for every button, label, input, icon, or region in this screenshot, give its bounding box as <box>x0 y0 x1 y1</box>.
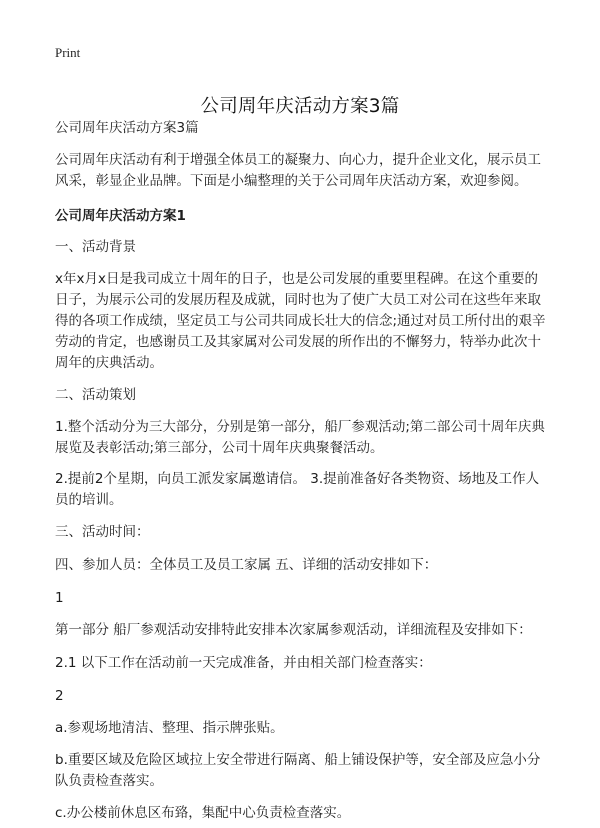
document-subtitle: 公司周年庆活动方案3篇 <box>55 120 199 136</box>
part1-paragraph: 第一部分 船厂参观活动安排特此安排本次家属参观活动，详细流程及安排如下： <box>55 622 532 638</box>
intro-paragraph: 公司周年庆活动有利于增强全体员工的凝聚力、向心力，提升企业文化，展示员工风采，彰显企业品牌。下面是小编整理的关于公司周年庆活动方案，欢迎参阅。 <box>55 152 541 189</box>
item-b: b.重要区域及危险区域拉上安全带进行隔离、船上铺设保护等，安全部及应急小分队负责检查落实。 <box>55 752 541 789</box>
document-body <box>55 118 550 824</box>
section-heading: 公司周年庆活动方案1 <box>55 208 186 224</box>
item-a: a.参观场地清洁、整理、指示牌张贴。 <box>55 720 284 736</box>
heading-planning: 二、活动策划 <box>55 387 136 403</box>
heading-time: 三、活动时间： <box>55 524 150 540</box>
heading-background: 一、活动背景 <box>55 239 136 255</box>
number-1: 1 <box>55 590 64 606</box>
planning-item-2: 2.提前2个星期，向员工派发家属邀请信。 3.提前准备好各类物资、场地及工作人员的培训。 <box>55 471 540 508</box>
item-2-1: 2.1 以下工作在活动前一天完成准备，并由相关部门检查落实： <box>55 655 432 671</box>
item-c: c.办公楼前休息区布臵，集配中心负责检查落实。 <box>55 805 351 821</box>
background-paragraph: x年x月x日是我司成立十周年的日子，也是公司发展的重要里程碑。在这个重要的日子，为展示公司的发展历程及成就，同时也为了使广大员工对公司在这些年来取得的各项工作成绩，坚定员工与公司共同成长壮大的信念;通过对员工所付出的艰辛劳动的肯定，也感谢员工及其家属对公司发展的所作出的不懈努力，特举办此次十周年的庆典活动。 <box>55 271 546 371</box>
planning-item-1: 1.整个活动分为三大部分，分别是第一部分，船厂参观活动;第二部公司十周年庆典展览及表彰活动;第三部分，公司十周年庆典聚餐活动。 <box>55 419 545 456</box>
heading-participants: 四、参加人员：全体员工及员工家属 五、详细的活动安排如下： <box>55 557 438 573</box>
number-2: 2 <box>55 688 64 704</box>
document-title: 公司周年庆活动方案3篇 <box>200 96 400 118</box>
print-link[interactable]: Print <box>55 45 81 60</box>
